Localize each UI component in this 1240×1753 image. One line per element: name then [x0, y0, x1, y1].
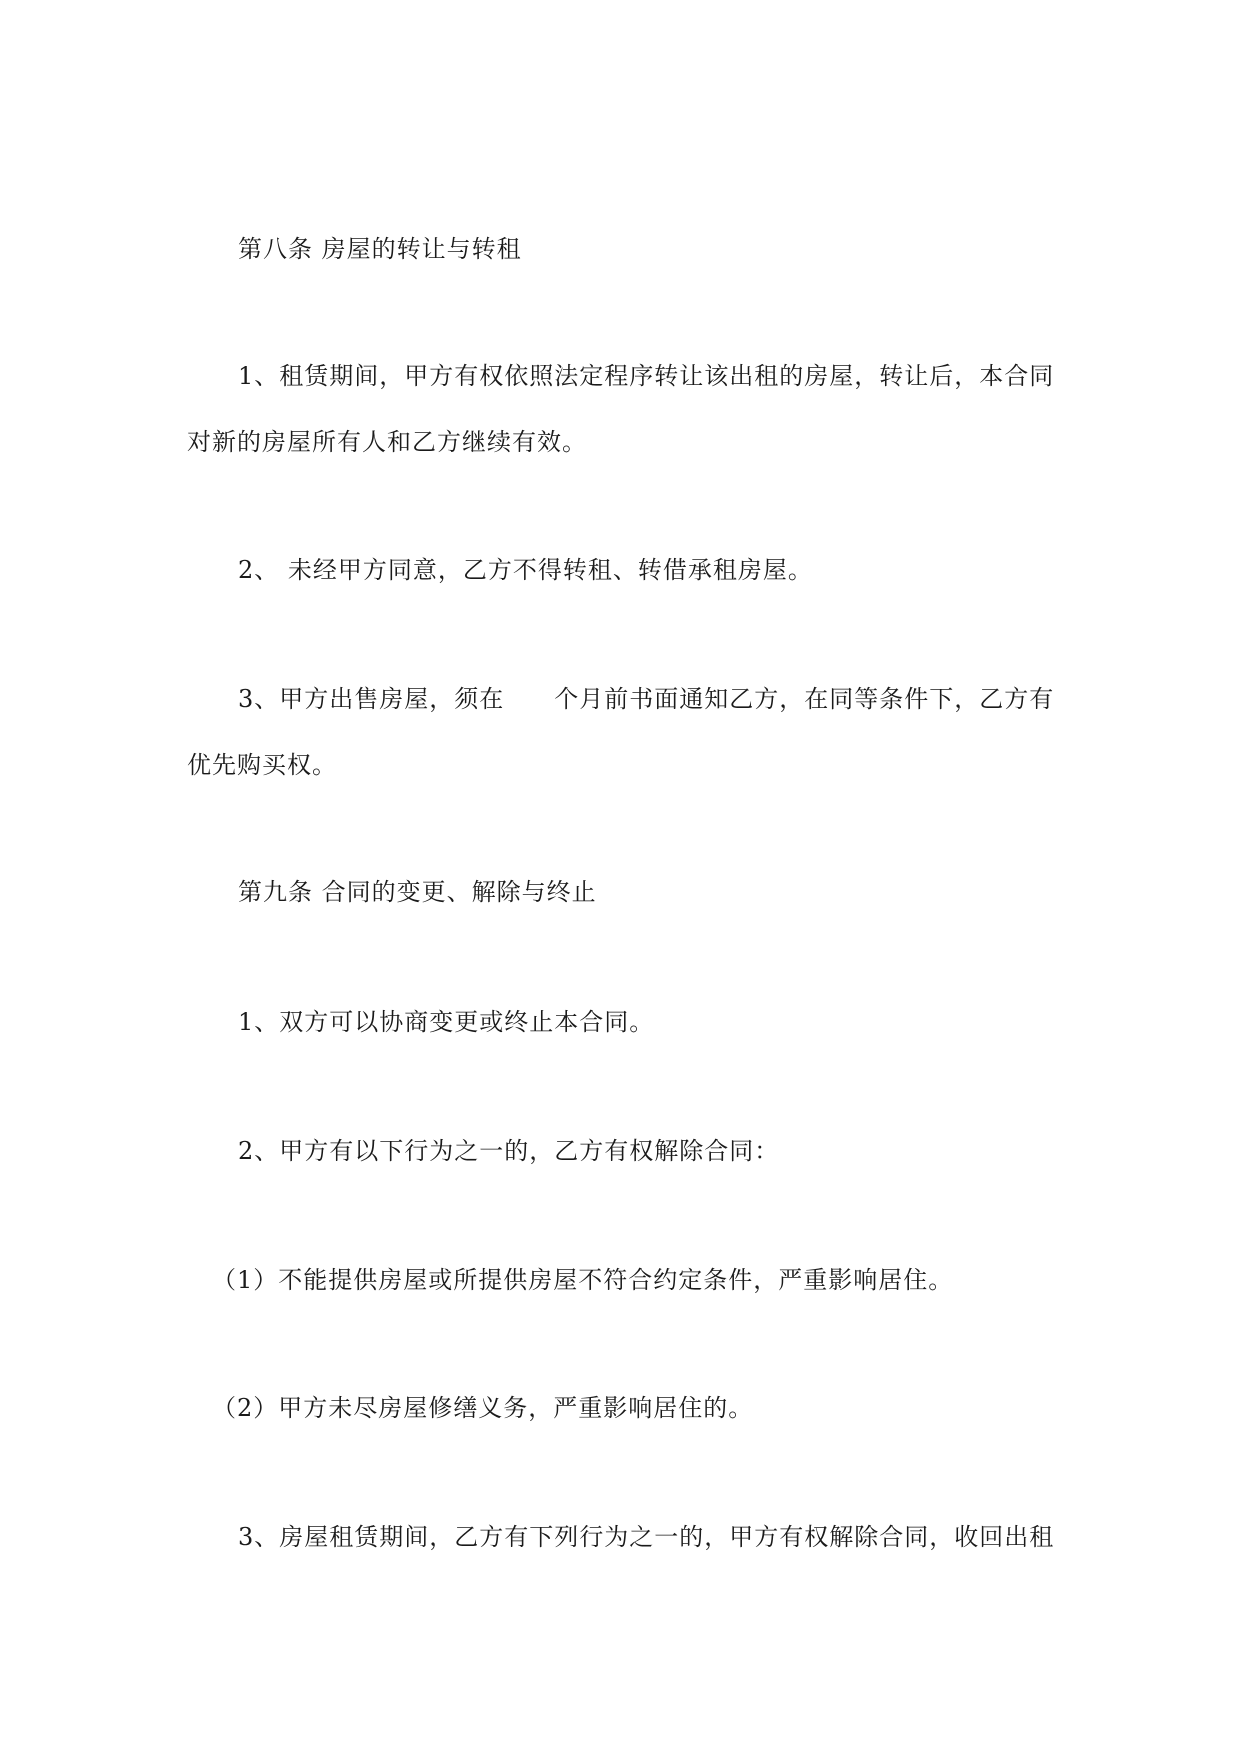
clause-3-text-before-blank: 3、甲方出售房屋，须在 [238, 685, 505, 713]
section-9-clause-2: 2、甲方有以下行为之一的，乙方有权解除合同： [238, 1137, 780, 1165]
section-8-clause-3-line-2: 优先购买权。 [187, 751, 337, 779]
section-9-clause-1: 1、双方可以协商变更或终止本合同。 [238, 1008, 655, 1036]
section-8-clause-3-line-1 [238, 684, 1054, 714]
section-8-clause-1-line-1: 1、租赁期间，甲方有权依照法定程序转让该出租的房屋，转让后，本合同 [238, 362, 1055, 390]
section-9-item-2: （2）甲方未尽房屋修缮义务，严重影响居住的。 [212, 1394, 754, 1422]
section-9-clause-3-line-1: 3、房屋租赁期间，乙方有下列行为之一的，甲方有权解除合同，收回出租 [238, 1523, 1055, 1551]
section-9-item-1: （1）不能提供房屋或所提供房屋不符合约定条件，严重影响居住。 [212, 1266, 954, 1294]
section-8-clause-2: 2、 未经甲方同意，乙方不得转租、转借承租房屋。 [238, 556, 813, 584]
section-8-clause-1-line-2: 对新的房屋所有人和乙方继续有效。 [187, 428, 587, 456]
section-8-heading: 第八条 房屋的转让与转租 [238, 235, 522, 263]
section-9-heading: 第九条 合同的变更、解除与终止 [238, 878, 597, 906]
clause-3-text-after-blank: 个月前书面通知乙方，在同等条件下，乙方有 [554, 685, 1055, 713]
